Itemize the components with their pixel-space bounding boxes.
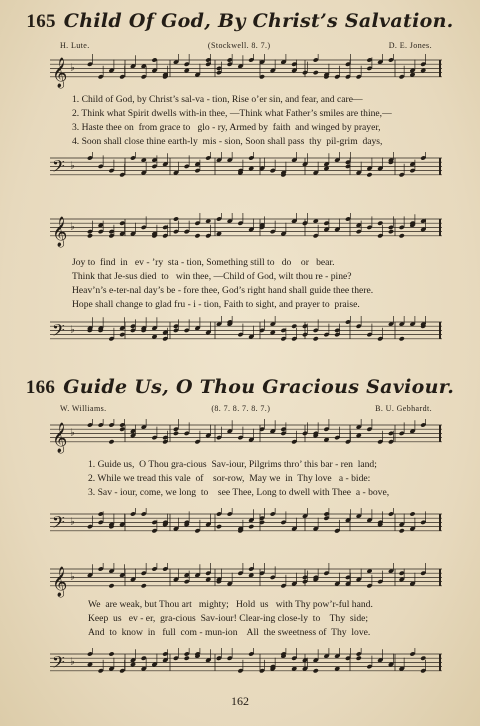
hymn-166-credits <box>60 404 432 413</box>
hymn-165-credits <box>60 41 432 50</box>
composer: D. E. Jones. <box>388 41 432 50</box>
svg-text:𝄞: 𝄞 <box>52 422 68 453</box>
bass-staff-3 <box>50 508 450 548</box>
verse-line: Joy to find in ev - ’ry sta - tion, Something still to do or bear. <box>72 257 335 268</box>
verse-line: Hope shall change to glad fru - i - tion, Faith to sight, and prayer to praise. <box>72 299 360 310</box>
tune-meter: (Stockwell. 8. 7.) <box>207 41 271 50</box>
svg-text:♭: ♭ <box>70 324 75 336</box>
author: W. Williams. <box>60 404 107 413</box>
verse-line: Think that Je-sus died to win thee, —Child of God, wilt thou re - pine? <box>72 271 352 282</box>
treble-staff-4 <box>50 563 450 603</box>
svg-text:𝄢: 𝄢 <box>52 319 65 344</box>
svg-text:♭: ♭ <box>70 221 75 233</box>
treble-staff-2 <box>50 213 450 253</box>
svg-text:♭: ♭ <box>70 656 75 668</box>
treble-staff-1 <box>50 54 450 94</box>
verse-line: We are weak, but Thou art mighty; Hold us with Thy pow’r-ful hand. <box>88 599 373 610</box>
svg-text:♭: ♭ <box>70 160 75 172</box>
hymn-166-title <box>0 376 480 399</box>
hymn-166-verses-a <box>88 458 389 500</box>
bass-staff-4 <box>50 648 450 688</box>
svg-text:♭: ♭ <box>70 427 75 439</box>
verse-line: Heav’n’s e-ter-nal day’s be - fore thee, God’s right hand shall guide thee there. <box>72 285 374 296</box>
composer: B. U. Gebhardt. <box>375 404 432 413</box>
page-number: 162 <box>231 694 249 708</box>
treble-staff-3 <box>50 419 450 459</box>
svg-text:𝄞: 𝄞 <box>52 57 68 88</box>
verse-line: 1. Guide us, O Thou gra-cious Sav-iour, Pilgrims thro’ this bar - ren land; <box>88 459 377 470</box>
svg-text:♭: ♭ <box>70 62 75 74</box>
hymn-name: Child Of God, By Christ’s Salvation. <box>63 10 454 32</box>
svg-text:𝄢: 𝄢 <box>52 651 65 676</box>
bass-staff-1 <box>50 152 450 192</box>
verse-line: And to know in full com - mun-ion All the sweetness of Thy love. <box>88 627 371 638</box>
hymn-name: Guide Us, O Thou Gracious Saviour. <box>63 376 455 398</box>
verse-line: 1. Child of God, by Christ’s sal-va - tion, Rise o’er sin, and fear, and care— <box>72 94 363 105</box>
tune-meter: (8. 7. 8. 7. 8. 7.) <box>211 404 271 413</box>
svg-text:𝄞: 𝄞 <box>52 566 68 597</box>
verse-line: Keep us ev - er, gra-cious Sav-iour! Clear-ing close-ly to Thy side; <box>88 613 369 624</box>
bass-staff-2 <box>50 316 450 356</box>
hymn-165-title <box>0 10 480 33</box>
verse-line: 3. Sav - iour, come, we long to see Thee, Long to dwell with Thee a - bove, <box>88 487 390 498</box>
verse-line: 2. While we tread this vale of sor-row, May we in Thy love a - bide: <box>88 473 371 484</box>
hymn-165-verses-a <box>72 93 392 149</box>
author: H. Lute. <box>60 41 90 50</box>
verse-line: 2. Think what Spirit dwells with-in thee, —Think what Father’s smiles are thine,— <box>72 108 392 119</box>
hymn-number: 165 <box>26 11 56 32</box>
verse-line: 4. Soon shall close thine earth-ly mis - sion, Soon shall pass thy pil-grim days, <box>72 136 383 147</box>
svg-text:♭: ♭ <box>70 516 75 528</box>
svg-text:♭: ♭ <box>70 571 75 583</box>
verse-line: 3. Haste thee on from grace to glo - ry, Armed by faith and winged by prayer, <box>72 122 381 133</box>
hymn-number: 166 <box>25 377 56 398</box>
svg-text:𝄞: 𝄞 <box>52 216 68 247</box>
hymn-166-verses-b <box>88 598 373 640</box>
svg-text:𝄢: 𝄢 <box>52 155 65 180</box>
hymn-165-verses-b <box>72 256 373 312</box>
svg-text:𝄢: 𝄢 <box>52 511 65 536</box>
